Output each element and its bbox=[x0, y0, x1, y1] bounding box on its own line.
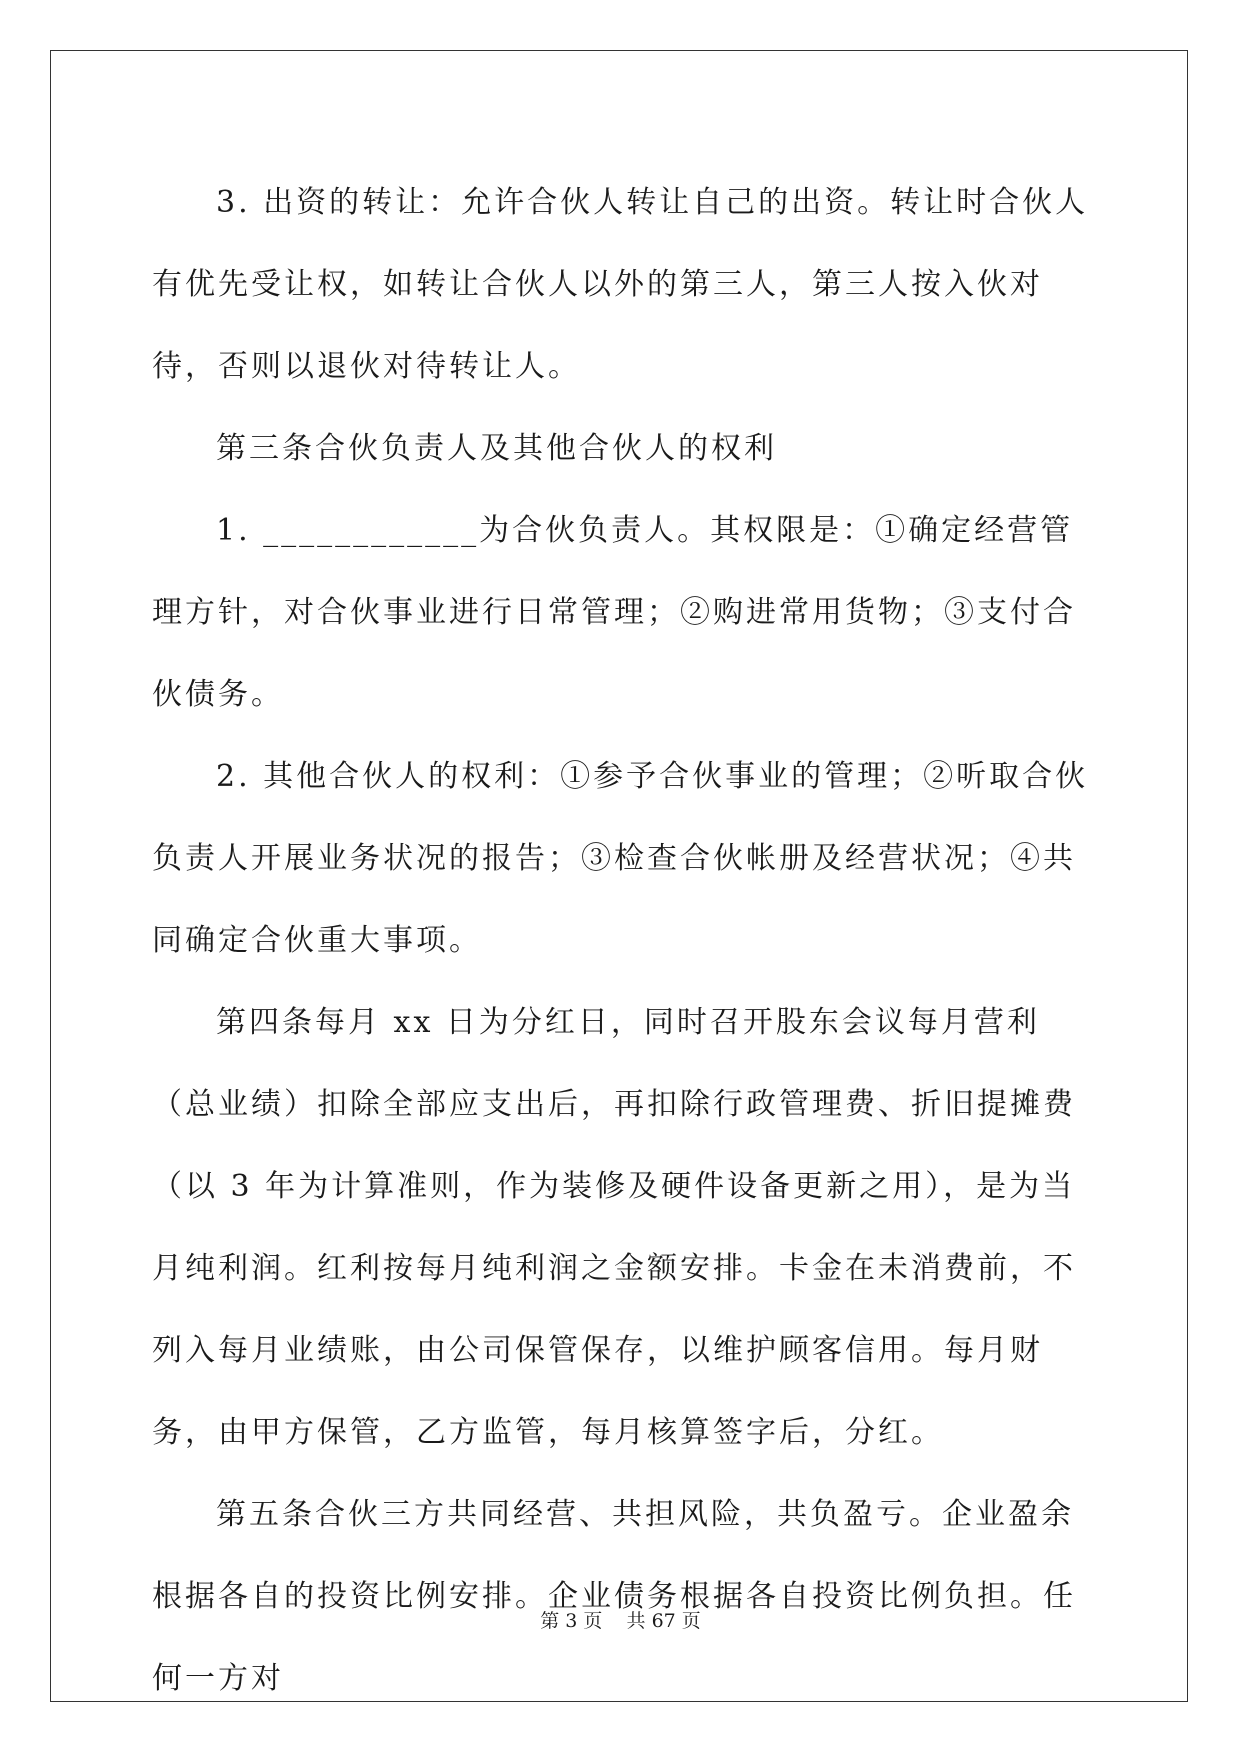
heading-article-3: 第三条合伙负责人及其他合伙人的权利 bbox=[216, 431, 777, 466]
paragraph-capital-transfer: 3. 出资的转让：允许合伙人转让自己的出资。转让时合伙人有优先受让权，如转让合伙人以外的第三人，第三人按入伙对待，否则以退伙对待转让人。 bbox=[152, 185, 1089, 384]
page-total: 共 67 页 bbox=[626, 1610, 701, 1632]
paragraph-responsible-partner: 1. ____________为合伙负责人。其权限是：①确定经营管理方针，对合伙事业进行日常管理；②购进常用货物；③支付合伙债务。 bbox=[152, 513, 1076, 712]
page-number: 第 3 页 bbox=[540, 1610, 603, 1632]
paragraph-article-4-dividends: 第四条每月 xx 日为分红日，同时召开股东会议每月营利（总业绩）扣除全部应支出后，再扣除行政管理费、折旧提摊费（以 3 年为计算准则，作为装修及硬件设备更新之用），是为当月纯利润。红利按每月纯利润之金额安排。卡金在未消费前，不列入每月业绩账，由公司保管保存，以维护顾客信用。每月财务，由甲方保管，乙方监管，每月核算签字后，分红。 bbox=[152, 1005, 1076, 1450]
page-footer bbox=[0, 1606, 1241, 1633]
document-body bbox=[152, 162, 1092, 1720]
paragraph-other-partner-rights: 2. 其他合伙人的权利：①参予合伙事业的管理；②听取合伙负责人开展业务状况的报告；③检查合伙帐册及经营状况；④共同确定合伙重大事项。 bbox=[152, 759, 1089, 958]
paragraph-article-5-profit-loss: 第五条合伙三方共同经营、共担风险，共负盈亏。企业盈余根据各自的投资比例安排。企业债务根据各自投资比例负担。任何一方对 bbox=[152, 1497, 1076, 1696]
